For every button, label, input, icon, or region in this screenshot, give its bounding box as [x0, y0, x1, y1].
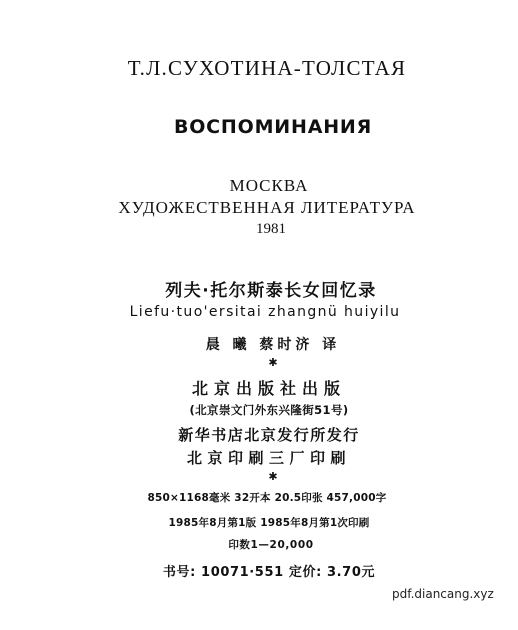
star-separator: ✱ [268, 470, 278, 483]
book-title-pinyin: Liefu·tuo'ersitai zhangnü huiyilu [129, 304, 401, 320]
publication-year: 1981 [256, 221, 286, 237]
translator-credit: 晨 曦 蔡时济 译 [205, 337, 341, 353]
publisher-name-cn: 北京出版社出版 [191, 379, 346, 398]
book-title-ru: ВОСПОМИНАНИЯ [173, 116, 373, 138]
book-title-cn: 列夫·托尔斯泰长女回忆录 [165, 281, 377, 301]
watermark: pdf.diancang.xyz [392, 587, 494, 601]
print-run: 印数1—20,000 [228, 539, 314, 551]
publisher-name-ru: ХУДОЖЕСТВЕННАЯ ЛИТЕРАТУРА [118, 198, 416, 217]
book-number-price: 书号: 10071·551 定价: 3.70元 [162, 565, 376, 580]
star-separator: ✱ [268, 356, 278, 369]
print-specs: 850×1168毫米 32开本 20.5印张 457,000字 [147, 492, 387, 504]
author-name: Т.Л.СУХОТИНА-ТОЛСТАЯ [127, 56, 407, 80]
distributor-credit: 新华书店北京发行所发行 [178, 426, 360, 444]
printer-credit: 北京印刷三厂印刷 [186, 449, 351, 467]
publisher-city: МОСКВА [229, 176, 309, 195]
publisher-address: (北京崇文门外东兴隆街51号) [189, 403, 349, 417]
edition-info: 1985年8月第1版 1985年8月第1次印刷 [168, 517, 370, 529]
